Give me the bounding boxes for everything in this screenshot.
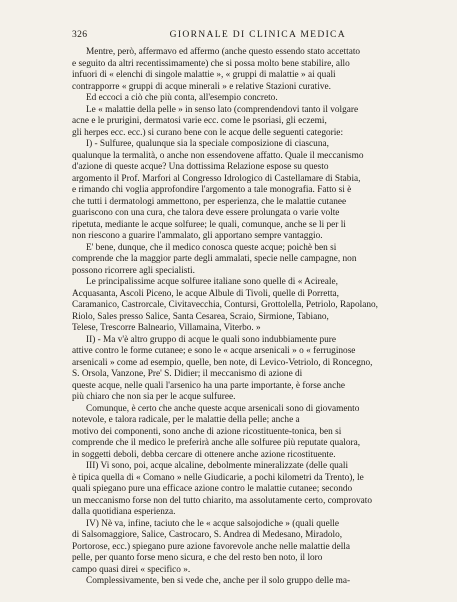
text-line: Telese, Trescorre Balneario, Villamaina, Viterbo. »: [72, 323, 261, 333]
paragraph: [72, 47, 424, 93]
text-line: acne e le prurigini, dermatosi varie ecc. come le psoriasi, gli eczemi,: [72, 116, 327, 126]
text-line: Mentre, però, affermavo ed affermo (anche questo essendo stato accettato: [86, 47, 361, 57]
text-line: non riescono a guarire l'ammalato, gli apportano sempre vantaggio.: [72, 231, 323, 241]
text-line: queste acque, nelle quali l'arsenico ha una parte importante, è forse anche: [72, 380, 345, 391]
text-line: guariscono con una cura, che talora deve essere prolungata o varie volte: [72, 208, 340, 218]
text-line: un meccanismo forse non del tutto chiarito, ma assolutamente certo, comprovato: [72, 495, 372, 506]
text-line: Le principalissime acque solfuree italiane sono quelle di « Acireale,: [86, 277, 338, 287]
paragraph: [72, 576, 424, 588]
text-line: I) - Sulfuree, qualunque sia la speciale composizione di ciascuna,: [86, 139, 329, 149]
text-line: III) Vi sono, poi, acque alcaline, debolmente mineralizzate (delle quali: [86, 461, 349, 471]
paragraph: [72, 461, 424, 519]
text-line: Le « malattie della pelle » in senso lato (comprendendovi tanto il volgare: [86, 104, 359, 115]
text-line: campo quasi direi « specifico ».: [72, 564, 191, 575]
page-header: [72, 29, 424, 40]
text-line: Complessivamente, ben si vede che, anche per il solo gruppo delle ma-: [86, 576, 351, 586]
text-line: S. Orsola, Vanzone, Pre' S. Didier; il meccanismo di azione di: [72, 369, 303, 379]
running-title: GIORNALE DI CLINICA MEDICA: [169, 29, 346, 40]
text-line: Comunque, è certo che anche queste acque arsenicali sono di giovamento: [86, 403, 360, 414]
text-line: E' bene, dunque, che il medico conosca queste acque; poichè ben si: [86, 242, 337, 253]
text-line: contrapporre « gruppi di acque minerali » e relative Stazioni curative.: [72, 81, 331, 92]
text-line: e seguito da altri recentissimamente) che si possa molto bene stabilire, allo: [72, 58, 350, 69]
paragraph: [72, 105, 424, 140]
text-line: pelle, per quanto forse meno sicura, e che del resto ben noto, il loro: [72, 553, 323, 563]
text-line: comprende che il medico le preferirà anche alle solfuree più reputate qualora,: [72, 438, 361, 448]
text-line: motivo dei componenti, sono anche di azione ricostituente-tonica, ben si: [72, 426, 342, 437]
paragraph: [72, 335, 424, 404]
text-line: di Salsomaggiore, Salice, Castrocaro, S. Andrea di Medesano, Miradolo,: [72, 530, 343, 540]
text-line: notevole, e talora radicale, per le malattie della pelle; anche a: [72, 415, 300, 425]
text-line: quali spiegano pure una efficace azione contro le malattie cutanee; secondo: [72, 484, 353, 494]
text-line: d'azione di queste acque? Una dottissima Relazione espose su questo: [72, 162, 329, 172]
paragraph: [72, 139, 424, 243]
text-line: arsenicali » come ad esempio, quelle, ben note, di Levico-Vetriolo, di Roncegno,: [72, 357, 373, 368]
paragraph: [72, 404, 424, 462]
text-line: argomento il Prof. Marfori al Congresso Idrologico di Castellamare di Stabia,: [72, 173, 361, 184]
text-line: Portorose, ecc.) spiegano pure azione favorevole anche nelle malattie della: [72, 541, 351, 552]
text-line: Acquasanta, Ascoli Piceno, le acque Albule di Tivoli, quelle di Porretta,: [72, 288, 339, 299]
text-line: IV) Nè va, infine, taciuto che le « acque salsojodiche » (quali quelle: [86, 518, 339, 529]
text-line: ripetuta, mediante le acque solfuree; le quali, comunque, anche se li per li: [72, 219, 346, 230]
text-line: più chiaro che non sia per le acque sulfuree.: [72, 392, 236, 402]
text-line: II) - Ma v'è altro gruppo di acque le quali sono indubbiamente pure: [86, 334, 337, 345]
paragraph: [72, 93, 424, 105]
body-text: [72, 47, 424, 588]
text-line: comprende che la maggior parte degli ammalati, specie nelle campagne, non: [72, 254, 357, 264]
text-line: gli herpes ecc. ecc.) si curano bene con le acque delle seguenti categorie:: [72, 127, 344, 138]
text-line: e rimando chi voglia approfondire l'argomento a tale monografia. Fatto si è: [72, 185, 352, 195]
text-line: attive contro le forme cutanee; e sono le « acque arsenicali » o « ferruginose: [72, 346, 356, 356]
text-line: che tutti i dermatologi ammettono, per esperienza, che le malattie cutanee: [72, 196, 347, 207]
text-line: possono ricorrere agli specialisti.: [72, 265, 195, 276]
page-number: 326: [72, 29, 88, 40]
paragraph: [72, 277, 424, 335]
text-line: in soggetti deboli, debba cercare di ottenere anche azione ricostituente.: [72, 449, 336, 460]
text-line: dalla quotidiana esperienza.: [72, 507, 176, 517]
text-line: Ed eccoci a ciò che più conta, all'esempio concreto.: [86, 93, 278, 103]
paragraph: [72, 243, 424, 278]
text-line: Caramanico, Castrorcale, Civitavecchia, Contursi, Grottolella, Petriolo, Rapolano,: [72, 300, 378, 310]
text-line: è tipica quella di « Comano » nelle Giudicarie, a pochi kilometri da Trento), le: [72, 472, 364, 483]
paragraph: [72, 519, 424, 577]
text-line: qualunque la termalità, o anche non essendovene affatto. Quale il meccanismo: [72, 150, 364, 161]
text-line: Riolo, Sales presso Salice, Santa Cesarea, Scraio, Sirmione, Tabiano,: [72, 311, 329, 322]
text-line: infuori di « elenchi di singole malattie », « gruppi di malattie » ai quali: [72, 70, 336, 80]
